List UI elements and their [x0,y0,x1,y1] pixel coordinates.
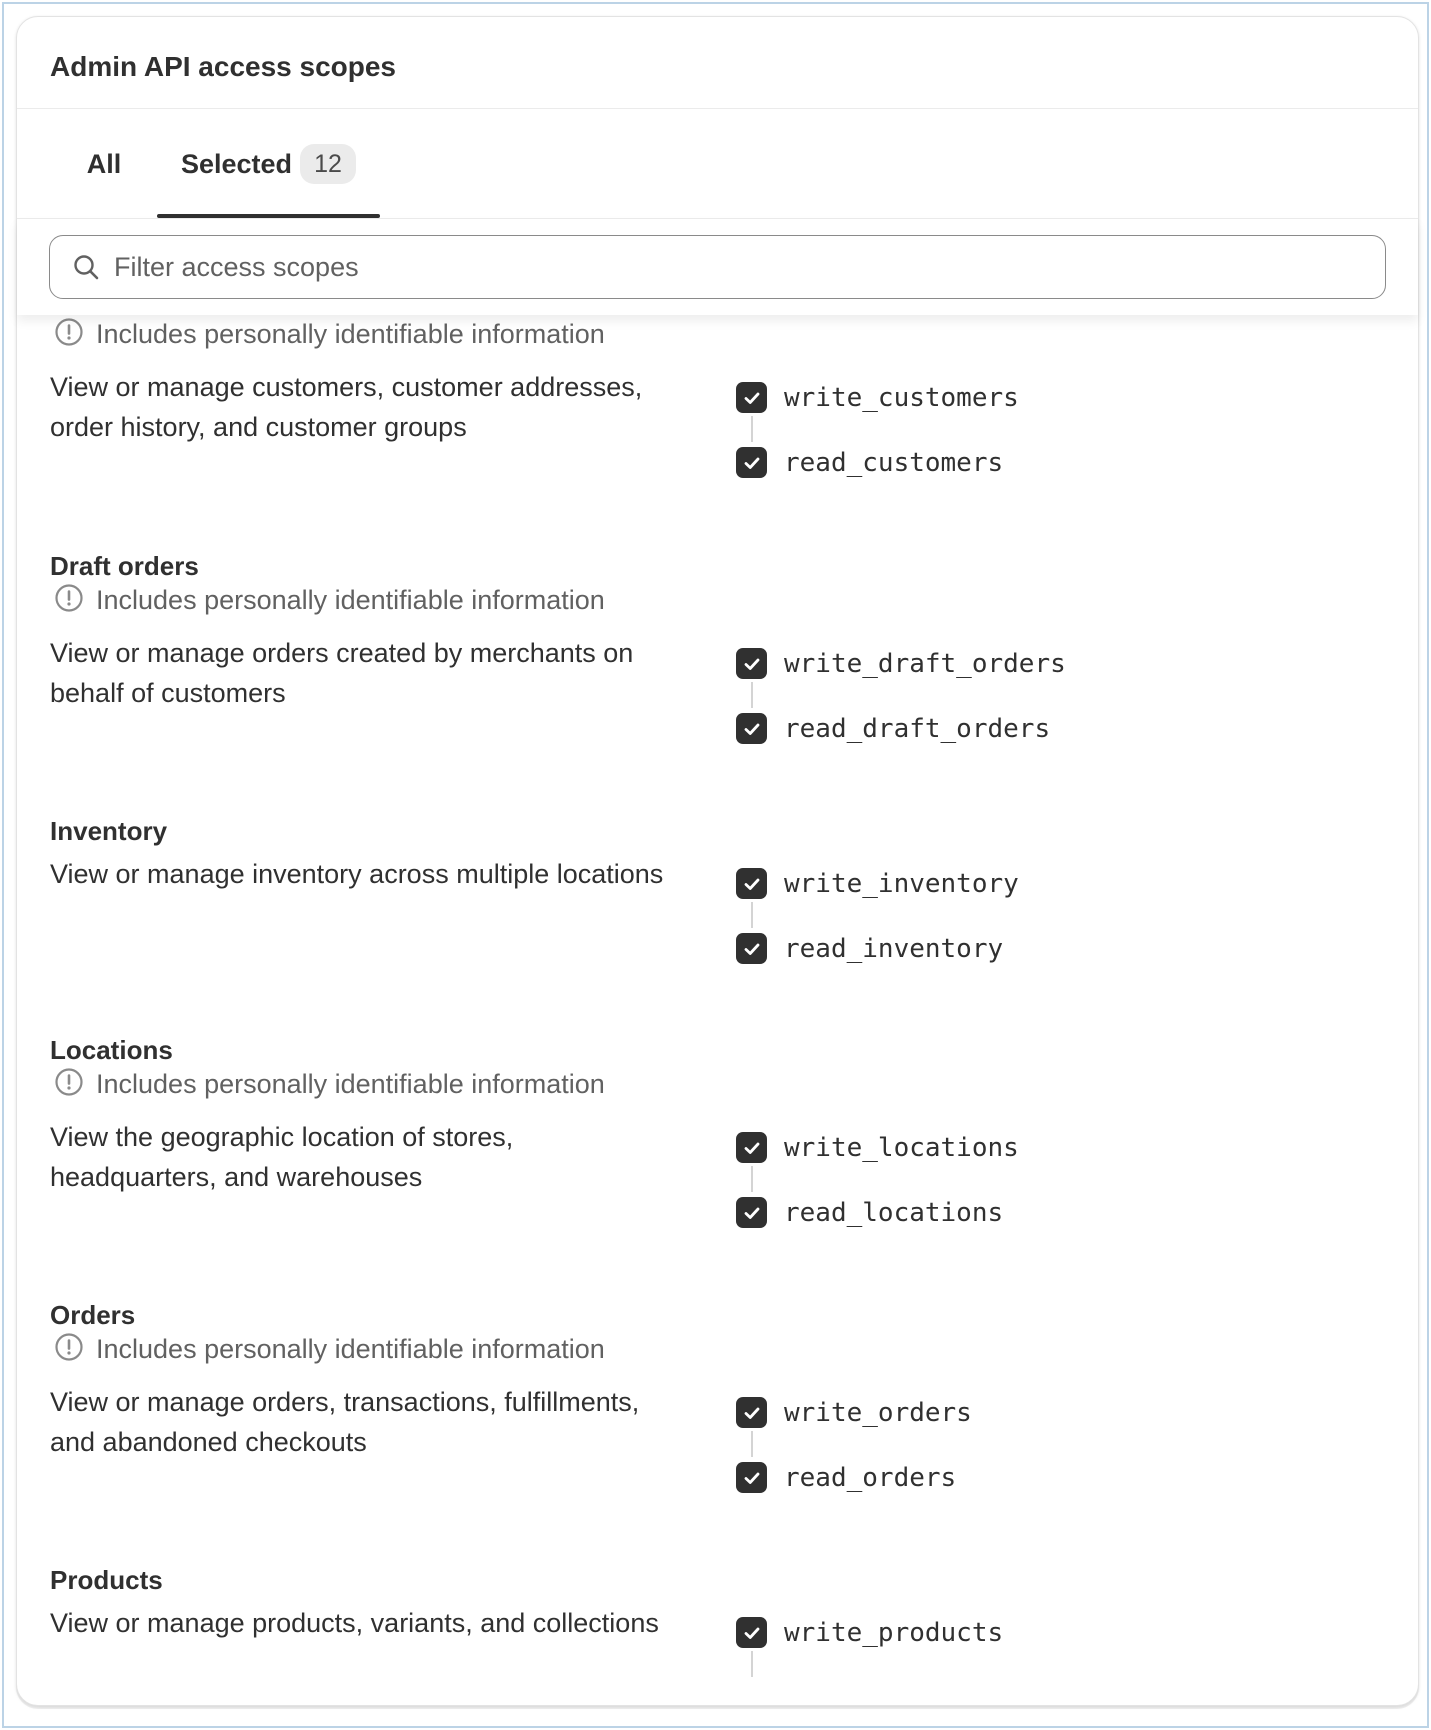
selected-count-badge: 12 [300,144,356,184]
checkbox-checked[interactable] [736,648,767,679]
pii-text: Includes personally identifiable information [96,1334,605,1364]
scope-label: read_inventory [784,933,1004,964]
alert-circle-icon [54,1067,84,1102]
section-title: Inventory [50,816,168,846]
section-title: Products [50,1565,163,1595]
section-description [50,633,690,713]
scope-write-locations[interactable] [736,1132,1019,1163]
scope-label: write_orders [784,1397,972,1428]
description-line: View or manage customers, customer addresses, [50,372,643,402]
scope-read-inventory[interactable] [736,933,1003,964]
scope-write-orders[interactable] [736,1397,972,1428]
scope-label: write_inventory [784,868,1019,899]
scope-write-inventory[interactable] [736,868,1019,899]
section-description [50,1382,690,1462]
tab-all-label: All [86,148,122,179]
checkmark-icon [742,654,762,674]
description-line: and abandoned checkouts [50,1427,367,1457]
tab-all[interactable] [51,109,157,219]
search-bar [17,219,1418,315]
card-header [17,17,1418,109]
access-scopes-card [16,16,1419,1706]
section-title: Orders [50,1300,136,1330]
checkmark-icon [742,939,762,959]
search-field[interactable] [49,235,1386,299]
scope-connector [751,1166,753,1192]
pii-text: Includes personally identifiable information [96,319,605,349]
description-line: View the geographic location of stores, [50,1122,514,1152]
scope-label: write_customers [784,382,1019,413]
description-line: View or manage products, variants, and collections [50,1608,659,1638]
search-icon [72,252,102,282]
pii-notice [54,1067,605,1102]
alert-circle-icon [54,583,84,618]
tab-selected[interactable] [157,109,380,219]
checkmark-icon [742,1203,762,1223]
card-title: Admin API access scopes [50,51,397,82]
description-line: View or manage orders created by merchants on [50,638,634,668]
checkbox-checked[interactable] [736,1617,767,1648]
checkbox-checked[interactable] [736,382,767,413]
scope-read-orders[interactable] [736,1462,956,1493]
checkbox-checked[interactable] [736,447,767,478]
pii-text: Includes personally identifiable information [96,585,605,615]
scope-connector [751,416,753,442]
checkmark-icon [742,719,762,739]
scope-label: read_orders [784,1462,957,1493]
description-line: order history, and customer groups [50,412,467,442]
scope-label: write_locations [784,1132,1019,1163]
description-line: View or manage orders, transactions, fulfillments, [50,1387,640,1417]
checkmark-icon [742,1138,762,1158]
description-line: headquarters, and warehouses [50,1162,423,1192]
section-description [50,367,690,447]
checkbox-checked[interactable] [736,713,767,744]
description-line: View or manage inventory across multiple locations [50,859,664,889]
alert-circle-icon [54,317,84,352]
section-description [50,854,690,894]
checkmark-icon [742,1468,762,1488]
checkbox-checked[interactable] [736,1197,767,1228]
scope-write-customers[interactable] [736,382,1019,413]
window-frame [2,2,1429,1728]
description-line: behalf of customers [50,678,286,708]
scope-label: read_draft_orders [784,713,1051,744]
scope-label: write_draft_orders [784,648,1066,679]
scope-connector [751,1431,753,1457]
checkmark-icon [742,453,762,473]
checkmark-icon [742,874,762,894]
scope-label: read_locations [784,1197,1004,1228]
scope-read-draft-orders[interactable] [736,713,1050,744]
scope-write-draft-orders[interactable] [736,648,1066,679]
checkmark-icon [742,388,762,408]
checkbox-checked[interactable] [736,1397,767,1428]
section-description [50,1603,690,1643]
section-title: Locations [50,1035,173,1065]
pii-notice [54,1332,605,1367]
pii-notice [54,317,605,352]
pii-text: Includes personally identifiable information [96,1069,605,1099]
checkmark-icon [742,1403,762,1423]
section-title: Draft orders [50,551,199,581]
scope-read-customers[interactable] [736,447,1003,478]
pii-notice [54,583,605,618]
scope-read-locations[interactable] [736,1197,1003,1228]
scope-connector [751,902,753,928]
scope-label: write_products [784,1617,1004,1648]
checkbox-checked[interactable] [736,933,767,964]
checkbox-checked[interactable] [736,1462,767,1493]
scope-connector [751,1651,753,1677]
checkbox-checked[interactable] [736,1132,767,1163]
tab-selected-label: Selected [180,148,293,179]
scope-connector [751,682,753,708]
search-input[interactable] [114,252,1385,283]
scope-write-products[interactable] [736,1617,1003,1648]
checkmark-icon [742,1623,762,1643]
scopes-list[interactable] [17,315,1418,1707]
active-tab-indicator [157,214,380,218]
section-description [50,1117,690,1197]
alert-circle-icon [54,1332,84,1367]
scope-label: read_customers [784,447,1004,478]
checkbox-checked[interactable] [736,868,767,899]
tab-bar [17,109,1418,219]
